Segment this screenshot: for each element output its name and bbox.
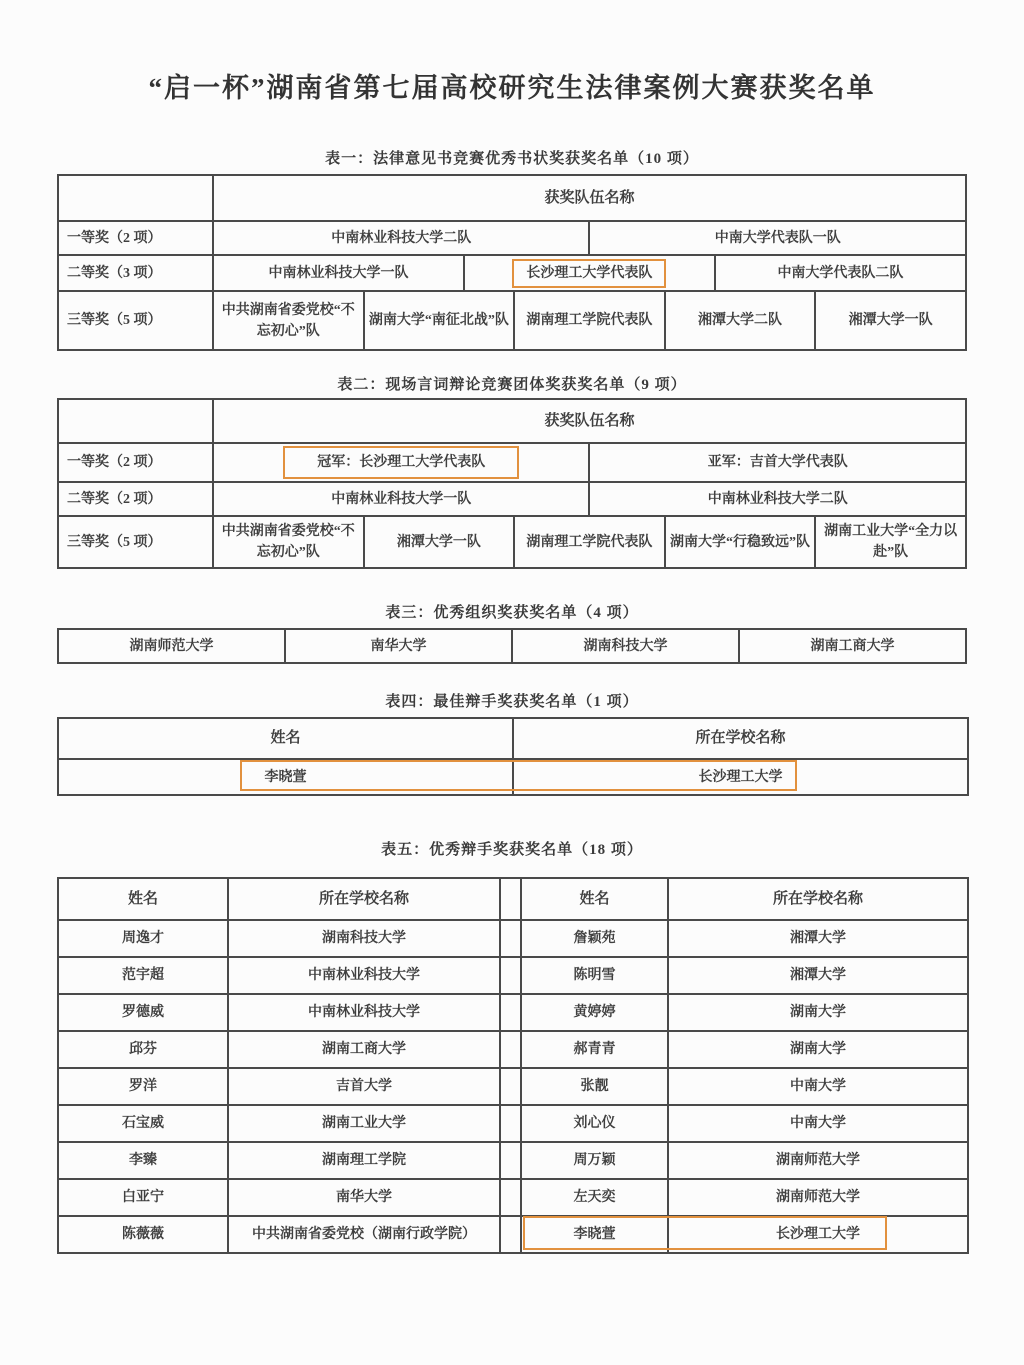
school-cell: 湖南工商大学 — [228, 1031, 500, 1068]
school-cell: 长沙理工大学 — [668, 1216, 968, 1253]
table3 — [57, 628, 967, 664]
name-cell: 李晓萱 — [58, 759, 513, 795]
table2-caption: 表二：现场言词辩论竞赛团体奖获奖名单（9 项） — [337, 377, 687, 393]
highlight-box: 冠军：长沙理工大学代表队 — [283, 446, 519, 479]
highlight-box: 长沙理工大学代表队 — [512, 259, 666, 288]
school-cell: 吉首大学 — [228, 1068, 500, 1105]
school-cell: 湘潭大学 — [668, 920, 968, 957]
corner-cell — [58, 175, 213, 221]
name-cell: 陈明雪 — [521, 957, 668, 994]
name-cell: 罗洋 — [58, 1068, 228, 1105]
school-cell: 湖南科技大学 — [512, 629, 739, 663]
school-cell: 湘潭大学 — [668, 957, 968, 994]
corner-cell — [58, 399, 213, 443]
table5 — [57, 877, 969, 1254]
name-cell: 郝青青 — [521, 1031, 668, 1068]
header-cell: 获奖队伍名称 — [213, 175, 966, 221]
header-cell: 所在学校名称 — [228, 878, 500, 920]
table1 — [57, 174, 967, 351]
school-cell: 湖南理工学院 — [228, 1142, 500, 1179]
spacer-cell — [500, 957, 521, 994]
team-cell — [464, 255, 715, 291]
header-cell: 姓名 — [58, 718, 513, 759]
spacer-cell — [500, 878, 521, 920]
header-cell: 姓名 — [58, 878, 228, 920]
name-cell: 范宇超 — [58, 957, 228, 994]
name-cell: 周万颖 — [521, 1142, 668, 1179]
spacer-cell — [500, 1216, 521, 1253]
spacer-cell — [500, 920, 521, 957]
school-cell: 湖南师范大学 — [668, 1179, 968, 1216]
table1-wrapper — [57, 174, 967, 351]
award-level-cell: 三等奖（5 项） — [58, 291, 213, 350]
spacer-cell — [500, 1105, 521, 1142]
name-cell: 白亚宁 — [58, 1179, 228, 1216]
header-cell: 姓名 — [521, 878, 668, 920]
table2 — [57, 398, 967, 569]
name-cell: 陈薇薇 — [58, 1216, 228, 1253]
header-cell: 所在学校名称 — [668, 878, 968, 920]
team-cell: 中南林业科技大学一队 — [213, 482, 589, 516]
team-cell — [213, 443, 589, 482]
table2-wrapper — [57, 398, 967, 569]
team-cell: 中南林业科技大学二队 — [589, 482, 966, 516]
name-cell: 周逸才 — [58, 920, 228, 957]
school-cell: 湖南师范大学 — [668, 1142, 968, 1179]
award-level-cell: 一等奖（2 项） — [58, 443, 213, 482]
team-cell: 湘潭大学二队 — [665, 291, 816, 350]
table1-caption: 表一：法律意见书竞赛优秀书状奖获奖名单（10 项） — [325, 151, 699, 167]
spacer-cell — [500, 1068, 521, 1105]
header-cell: 所在学校名称 — [513, 718, 968, 759]
name-cell: 邱芬 — [58, 1031, 228, 1068]
name-cell: 张靓 — [521, 1068, 668, 1105]
name-cell: 刘心仪 — [521, 1105, 668, 1142]
team-cell: 湖南大学“行稳致远”队 — [665, 516, 816, 568]
team-cell: 中共湖南省委党校“不忘初心”队 — [213, 516, 364, 568]
school-cell: 湖南工业大学 — [228, 1105, 500, 1142]
table4-caption: 表四：最佳辩手奖获奖名单（1 项） — [385, 694, 639, 710]
name-cell: 李臻 — [58, 1142, 228, 1179]
team-cell: 湖南理工学院代表队 — [514, 291, 665, 350]
spacer-cell — [500, 994, 521, 1031]
header-cell: 获奖队伍名称 — [213, 399, 966, 443]
spacer-cell — [500, 1031, 521, 1068]
school-cell: 湖南大学 — [668, 1031, 968, 1068]
award-level-cell: 二等奖（2 项） — [58, 482, 213, 516]
school-cell: 中南大学 — [668, 1105, 968, 1142]
name-cell: 罗德威 — [58, 994, 228, 1031]
school-cell: 湖南工商大学 — [739, 629, 966, 663]
table3-wrapper — [57, 628, 967, 664]
school-cell: 湖南师范大学 — [58, 629, 285, 663]
table4-wrapper — [57, 717, 967, 796]
team-cell: 中南林业科技大学二队 — [213, 221, 589, 255]
team-cell: 中南林业科技大学一队 — [213, 255, 464, 291]
name-cell: 左天奕 — [521, 1179, 668, 1216]
team-cell: 亚军：吉首大学代表队 — [589, 443, 966, 482]
school-cell: 中南林业科技大学 — [228, 994, 500, 1031]
school-cell: 中共湖南省委党校（湖南行政学院） — [228, 1216, 500, 1253]
team-cell: 中南大学代表队一队 — [589, 221, 966, 255]
award-level-cell: 一等奖（2 项） — [58, 221, 213, 255]
school-cell: 中南大学 — [668, 1068, 968, 1105]
table3-caption: 表三：优秀组织奖获奖名单（4 项） — [385, 605, 639, 621]
name-cell: 黄婷婷 — [521, 994, 668, 1031]
school-cell: 湖南科技大学 — [228, 920, 500, 957]
school-cell: 中南林业科技大学 — [228, 957, 500, 994]
team-cell: 湖南理工学院代表队 — [514, 516, 665, 568]
team-cell: 湖南工业大学“全力以赴”队 — [815, 516, 966, 568]
award-level-cell: 三等奖（5 项） — [58, 516, 213, 568]
award-level-cell: 二等奖（3 项） — [58, 255, 213, 291]
table5-caption: 表五：优秀辩手奖获奖名单（18 项） — [381, 842, 643, 858]
school-cell: 南华大学 — [285, 629, 512, 663]
school-cell: 湖南大学 — [668, 994, 968, 1031]
name-cell: 石宝威 — [58, 1105, 228, 1142]
school-cell: 长沙理工大学 — [513, 759, 968, 795]
table5-wrapper — [57, 877, 967, 1254]
team-cell: 湘潭大学一队 — [364, 516, 515, 568]
name-cell: 李晓萱 — [521, 1216, 668, 1253]
table4 — [57, 717, 969, 796]
spacer-cell — [500, 1179, 521, 1216]
team-cell: 中南大学代表队二队 — [715, 255, 966, 291]
team-cell: 中共湖南省委党校“不忘初心”队 — [213, 291, 364, 350]
school-cell: 南华大学 — [228, 1179, 500, 1216]
name-cell: 詹颖苑 — [521, 920, 668, 957]
team-cell: 湖南大学“南征北战”队 — [364, 291, 515, 350]
page-title: “启一杯”湖南省第七届高校研究生法律案例大赛获奖名单 — [148, 73, 876, 103]
team-cell: 湘潭大学一队 — [815, 291, 966, 350]
spacer-cell — [500, 1142, 521, 1179]
